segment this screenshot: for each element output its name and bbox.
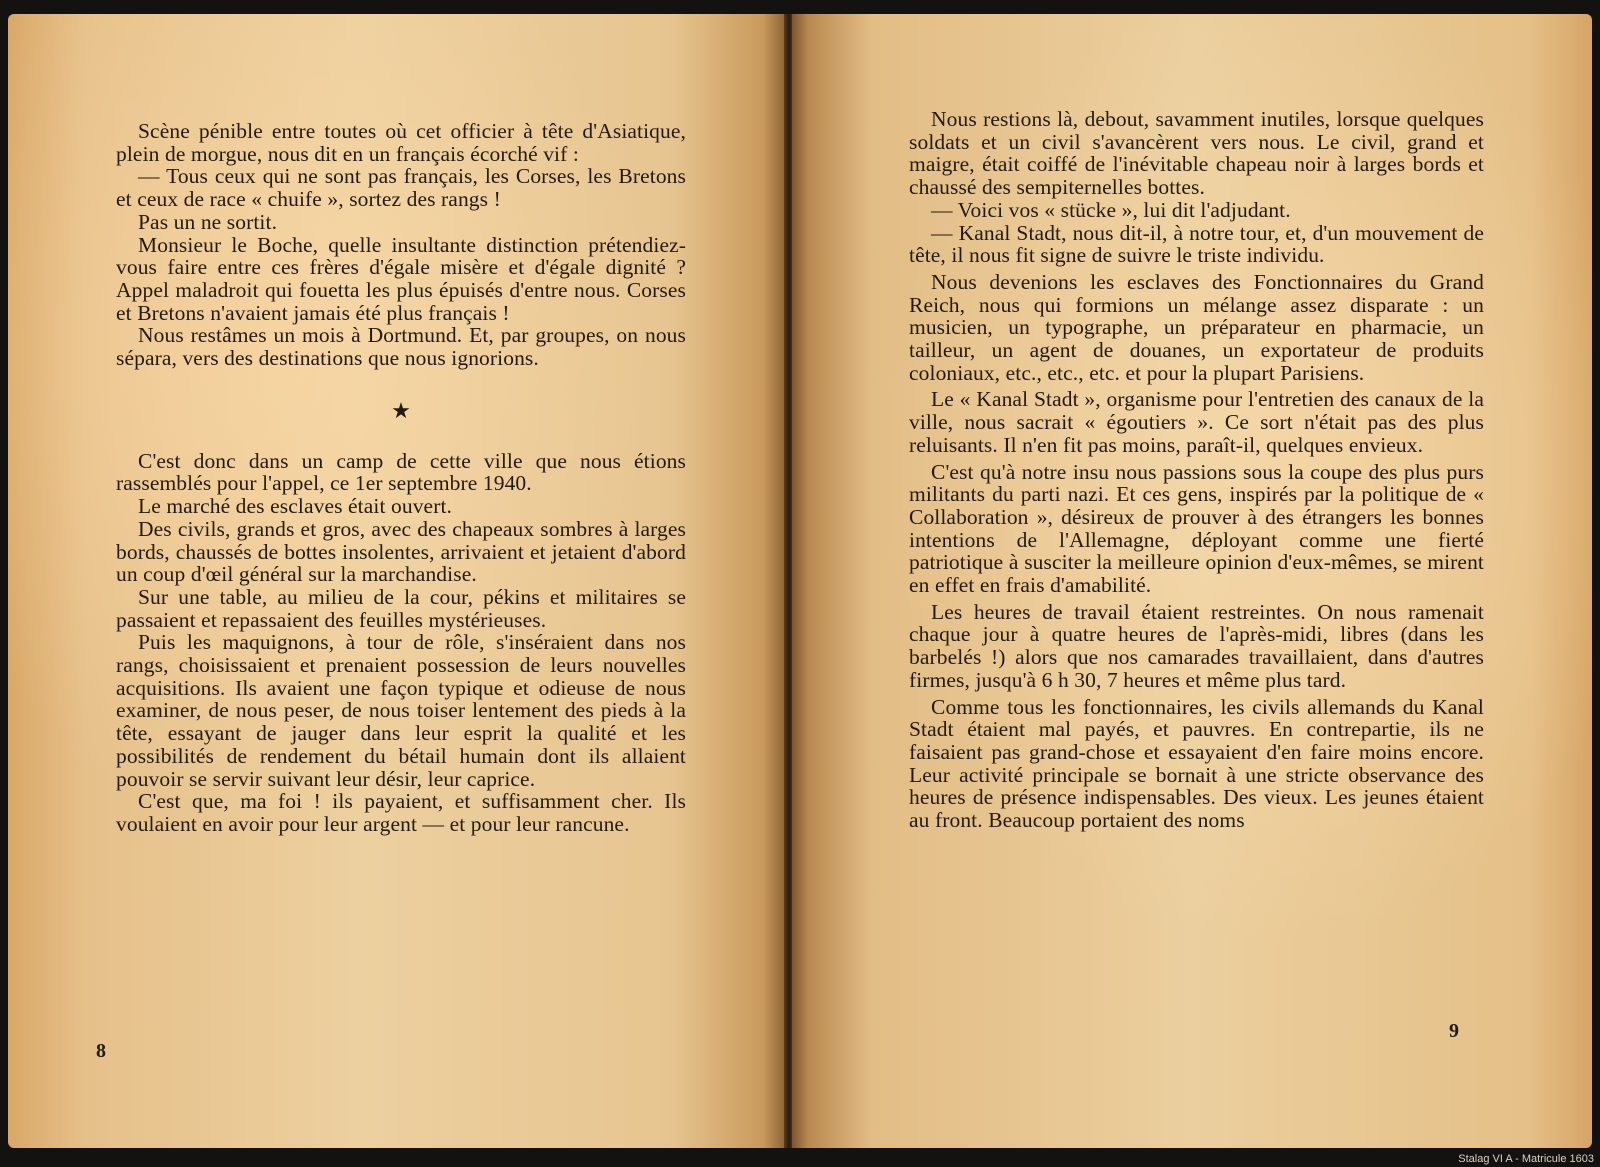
page-number-left: 8 [96,1040,106,1062]
paragraph: — Voici vos « stücke », lui dit l'adjudant. [931,197,1291,222]
paragraph: C'est qu'à notre insu nous passions sous la coupe des plus purs militants du parti nazi. Et ces gens, inspirés par la politique de « Collaboration », désireux de prouver à des étrangers les bonnes intentions de l'Allemagne, déployant comme une fierté patriotique à susciter la meilleure opinion d'eux-mêmes, se mirent en effet en frais d'amabilité. [909,459,1484,598]
right-page [792,14,1592,1148]
paragraph: Monsieur le Boche, quelle insultante distinction prétendiez-vous faire entre ces frères d'égale misère et d'égale dignité ? Appel maladroit qui fouetta les plus épuisés d'entre nous. Corses et Bretons n'avaient jamais été plus français ! [116,232,686,325]
left-page [8,14,786,1148]
right-page-text [909,108,1484,832]
paragraph: Sur une table, au milieu de la cour, pékins et militaires se passaient et repassaient des feuilles mystérieuses. [116,584,686,632]
paragraph: Scène pénible entre toutes où cet officier à tête d'Asiatique, plein de morgue, nous dit en un français écorché vif : [116,119,686,166]
paragraph: Des civils, grands et gros, avec des chapeaux sombres à larges bords, chaussés de bottes insolentes, arrivaient et jetaient d'abord un coup d'œil général sur la marchandise. [116,516,686,587]
left-page-text [116,120,686,836]
page-number-right: 9 [1449,1020,1459,1042]
paragraph: C'est donc dans un camp de cette ville que nous étions rassemblés pour l'appel, ce 1er septembre 1940. [116,448,686,496]
paragraph: Le « Kanal Stadt », organisme pour l'entretien des canaux de la ville, nous sacrait « égoutiers ». Ce sort n'était pas des plus reluisants. Il n'en fit pas moins, paraît-il, quelques envieux. [909,387,1484,457]
paragraph: Puis les maquignons, à tour de rôle, s'inséraient dans nos rangs, choisissaient et prenaient possession de leurs nouvelles acquisitions. Ils avaient une façon typique et odieuse de nous examiner, de nous peser, de nous toiser lentement des pieds à la tête, essayant de jauger dans leur esprit la qualité et les possibilités de rendement du bétail humain dont ils allaient pouvoir se servir suivant leur désir, leur caprice. [116,630,686,791]
paragraph: Le marché des esclaves était ouvert. [138,494,453,519]
watermark-caption: Stalag VI A - Matricule 1603 [1458,1153,1594,1165]
paragraph: Nous devenions les esclaves des Fonctionnaires du Grand Reich, nous qui formions un mélange assez disparate : un musicien, un typographe, un préparateur en pharmacie, un tailleur, un agent de douanes, un exportateur de produits coloniaux, etc., etc., etc. et pour la plupart Parisiens. [909,269,1484,385]
paragraph: Pas un ne sortit. [138,209,278,234]
paragraph: — Kanal Stadt, nous dit-il, à notre tour, et, d'un mouvement de tête, il nous fit signe de suivre le triste individu. [909,220,1484,268]
paragraph: Comme tous les fonctionnaires, les civils allemands du Kanal Stadt étaient mal payés, et pauvres. En contrepartie, ils ne faisaient pas grand-chose et essayaient d'en faire moins encore. Leur activité principale se bornait à une stricte observance des heures de présence indispensables. Des vieux. Les jeunes étaient au front. Beaucoup portaient des noms [909,694,1484,833]
paragraph: C'est que, ma foi ! ils payaient, et suffisamment cher. Ils voulaient en avoir pour leur argent — et pour leur rancune. [116,789,686,836]
paragraph: Nous restions là, debout, savamment inutiles, lorsque quelques soldats et un civil s'avancèrent vers nous. Le civil, grand et maigre, était coiffé de l'inévitable chapeau noir à larges bords et chaussé des sempiternelles bottes. [909,107,1484,200]
paragraph: Les heures de travail étaient restreintes. On nous ramenait chaque jour à quatre heures de l'après-midi, libres (dans les barbelés !) alors que nos camarades travaillaient, dans d'autres firmes, jusqu'à 6 h 30, 7 heures et même plus tard. [909,599,1484,692]
paragraph: Nous restâmes un mois à Dortmund. Et, par groupes, on nous sépara, vers des destinations que nous ignorions. [116,323,686,371]
paragraph: — Tous ceux qui ne sont pas français, les Corses, les Bretons et ceux de race « chuife », sortez des rangs ! [116,164,686,212]
section-separator-star: ★ [391,397,411,423]
